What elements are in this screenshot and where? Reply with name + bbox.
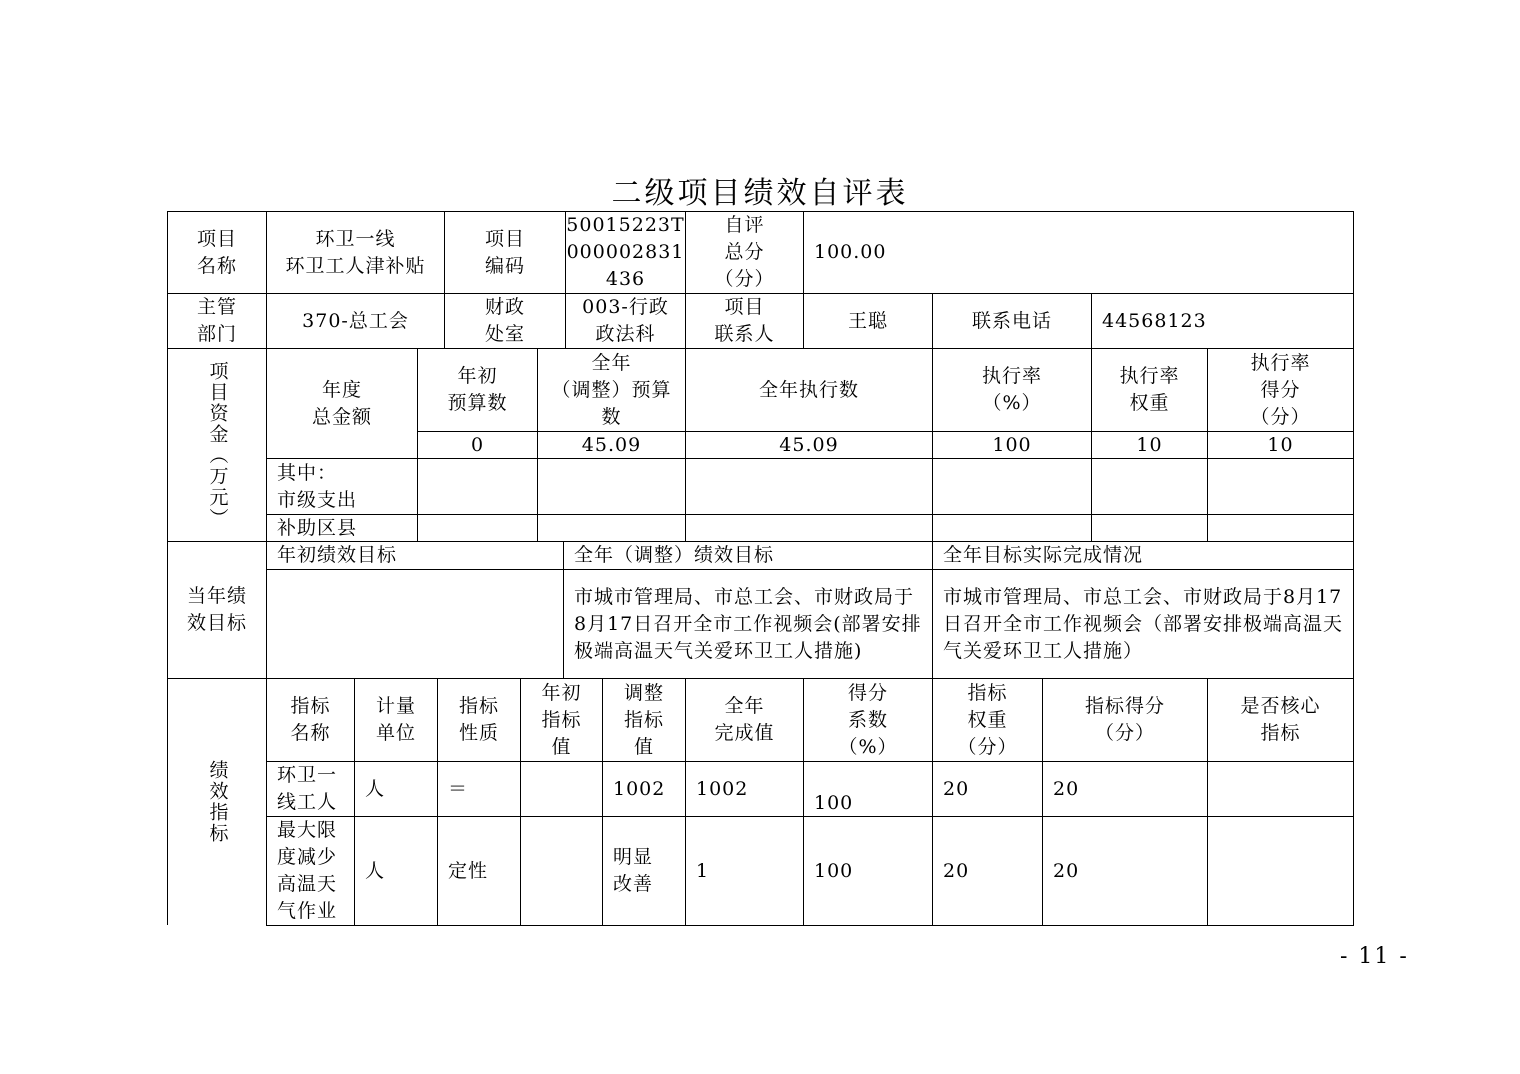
finance-office-label: 财政 处室 [484, 296, 525, 345]
indicator-initial [521, 817, 602, 925]
page-title: 二级项目绩效自评表 [611, 176, 909, 211]
indicator-unit: 人 [365, 859, 386, 882]
executed-value: 45.09 [779, 433, 839, 456]
exec-score-label: 执行率 得分 （分） [1250, 351, 1311, 428]
indicator-adjusted-header: 调整 指标 值 [623, 681, 664, 758]
indicator-score-header: 指标得分 （分） [1084, 695, 1165, 744]
phone-value: 44568123 [1102, 309, 1207, 332]
row-divider [266, 514, 1354, 515]
executed-label: 全年执行数 [758, 378, 859, 401]
indicator-unit-header: 计量 单位 [375, 695, 416, 744]
finance-office-value: 003-行政 政法科 [582, 296, 669, 345]
indicators-section-label: 绩效指标 [206, 760, 229, 844]
district-subsidy-label: 补助区县 [277, 516, 358, 539]
goals-section-label: 当年绩 效目标 [186, 585, 247, 634]
indicator-core-header: 是否核心 指标 [1240, 695, 1321, 744]
indicator-coef: 100 [814, 791, 854, 814]
indicator-initial [521, 762, 602, 816]
indicator-adjusted: 明显 改善 [613, 846, 654, 895]
actual-goal-label: 全年目标实际完成情况 [943, 544, 1144, 566]
table-border-right [1353, 211, 1354, 926]
indicator-nature: ＝ [448, 777, 469, 800]
adjusted-goal-text: 市城市管理局、市总工会、市财政局于8月17日召开全市工作视频会(部署安排极端高温天气关爱环卫工人措施) [574, 585, 922, 662]
funds-section-label: 项目资金（万元） [206, 361, 229, 529]
initial-goal-text [267, 570, 563, 678]
indicator-completed: 1 [696, 859, 710, 882]
exec-rate-value: 100 [992, 433, 1032, 456]
contact-value: 王聪 [847, 309, 888, 332]
indicator-adjusted: 1002 [613, 777, 666, 800]
exec-weight-value: 10 [1136, 433, 1163, 456]
indicator-core [1208, 817, 1353, 925]
self-score-value: 100.00 [814, 241, 887, 263]
initial-budget-value: 0 [470, 433, 485, 456]
actual-goal-text: 市城市管理局、市总工会、市财政局于8月17日召开全市工作视频会（部署安排极端高温天气关爱环卫工人措施） [943, 585, 1344, 662]
indicator-weight: 20 [943, 859, 970, 882]
indicator-name: 环卫一 线工人 [277, 764, 338, 813]
indicator-unit: 人 [365, 777, 386, 800]
indicator-weight: 20 [943, 777, 970, 800]
project-code-value: 50015223T 000002831 436 [566, 214, 685, 290]
indicator-name-header: 指标 名称 [290, 695, 331, 744]
dept-value: 370-总工会 [302, 309, 409, 332]
exec-rate-label: 执行率 （%） [981, 365, 1042, 414]
annual-total-label: 年度 总金额 [311, 378, 372, 428]
indicator-coef: 100 [814, 859, 854, 882]
dept-label: 主管 部门 [196, 296, 237, 345]
exec-weight-label: 执行率 权重 [1119, 365, 1180, 414]
exec-score-value: 10 [1267, 433, 1294, 456]
adjusted-goal-label: 全年（调整）绩效目标 [574, 544, 775, 566]
initial-budget-label: 年初 预算数 [447, 365, 508, 414]
phone-label: 联系电话 [971, 309, 1052, 332]
indicator-core [1208, 762, 1353, 816]
indicator-initial-header: 年初 指标 值 [541, 681, 582, 758]
self-score-label: 自评 总分 （分） [714, 214, 775, 290]
table-border-bottom [266, 925, 1354, 926]
project-name-value: 环卫一线 环卫工人津补贴 [285, 227, 426, 277]
indicator-name: 最大限 度减少 高温天 气作业 [277, 819, 338, 922]
contact-label: 项目 联系人 [714, 296, 775, 345]
adjusted-budget-label: 全年 （调整）预算 数 [551, 351, 672, 428]
indicator-weight-header: 指标 权重 （分） [957, 681, 1018, 758]
indicator-completed-header: 全年 完成值 [714, 695, 775, 744]
indicator-score: 20 [1053, 777, 1080, 800]
indicator-nature-header: 指标 性质 [458, 695, 499, 744]
indicator-completed: 1002 [696, 777, 749, 800]
page-number: - 11 - [1340, 944, 1409, 969]
project-code-label: 项目 编码 [484, 227, 525, 277]
city-expense-label: 其中： 市级支出 [277, 461, 358, 511]
project-name-label: 项目 名称 [196, 227, 237, 277]
indicator-nature: 定性 [448, 859, 489, 882]
initial-goal-label: 年初绩效目标 [277, 544, 398, 566]
adjusted-budget-value: 45.09 [581, 433, 642, 456]
indicator-coef-header: 得分 系数 （%） [838, 681, 898, 758]
indicator-score: 20 [1053, 859, 1080, 882]
